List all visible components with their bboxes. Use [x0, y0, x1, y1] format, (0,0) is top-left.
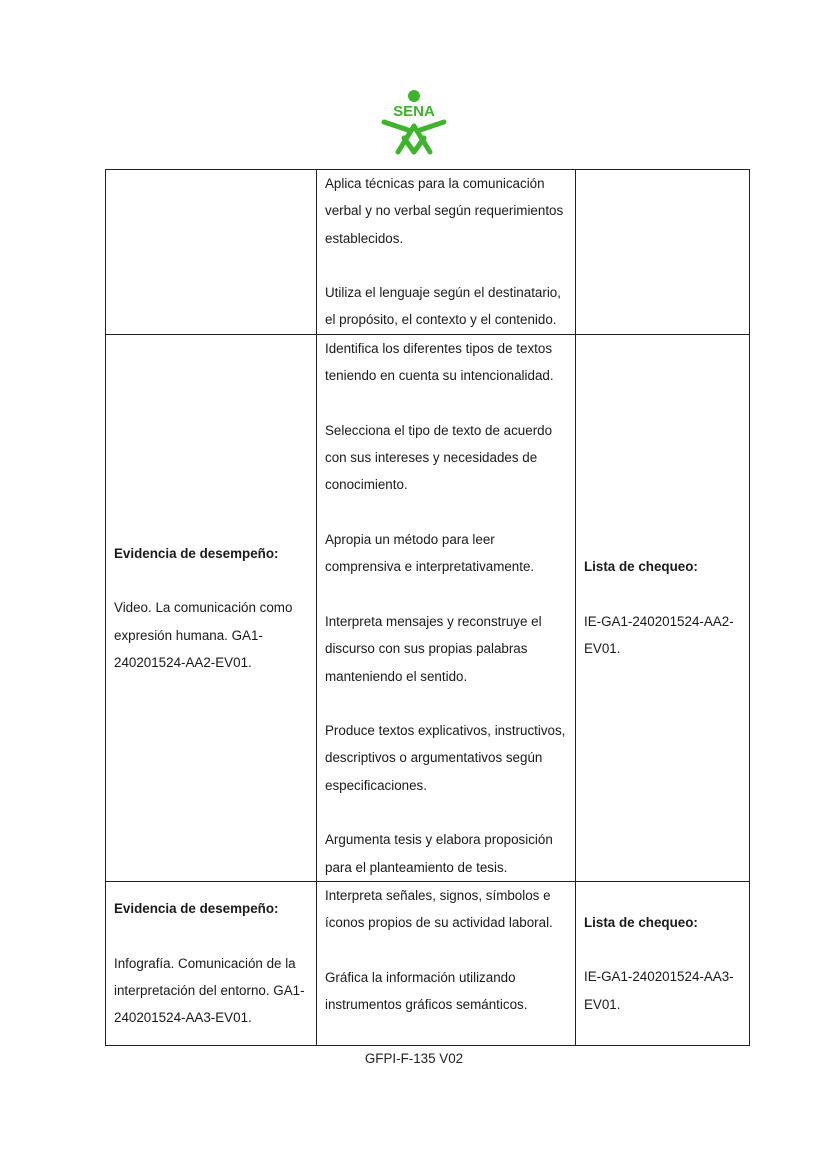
table-row — [106, 170, 750, 335]
instrument-cell — [576, 881, 750, 1045]
instrument-title: Lista de chequeo: — [584, 914, 698, 930]
evidence-table — [105, 169, 750, 1046]
criterion-text: Interpreta mensajes y reconstruye el discurso con sus propias palabras manteniendo el sentido. — [325, 613, 542, 684]
criterion-text: Interpreta señales, signos, símbolos e íconos propios de su actividad laboral. — [325, 887, 553, 931]
instrument-title: Lista de chequeo: — [584, 559, 698, 575]
evidence-cell — [106, 335, 317, 882]
criterion-text: Argumenta tesis y elabora proposición para el planteamiento de tesis. — [325, 832, 553, 875]
criterion-text: Aplica técnicas para la comunicación verbal y no verbal según requerimientos establecidos. — [325, 176, 564, 246]
evidence-cell — [106, 170, 317, 335]
criterion-text: Utiliza el lenguaje según el destinatario, el propósito, el contexto y el contenido. — [325, 285, 561, 328]
sena-logo — [378, 90, 450, 156]
document-code: GFPI-F-135 V02 — [364, 1051, 464, 1066]
instrument-cell — [576, 170, 750, 335]
sena-logo-icon — [378, 90, 450, 156]
table-row — [106, 335, 750, 882]
instrument-code: IE-GA1-240201524-AA3-EV01. — [584, 969, 734, 1012]
criterion-text: Identifica los diferentes tipos de textos teniendo en cuenta su intencionalidad. — [325, 341, 554, 384]
criteria-cell — [317, 881, 576, 1045]
criterion-text: Selecciona el tipo de texto de acuerdo con sus intereses y necesidades de conocimiento. — [325, 422, 553, 493]
evidence-title: Evidencia de desempeño: — [114, 901, 279, 917]
criteria-cell — [317, 170, 576, 335]
criterion-text: Produce textos explicativos, instructivos, descriptivos o argumentativos según especificaciones. — [325, 723, 566, 793]
table-row — [106, 881, 750, 1045]
evidence-title: Evidencia de desempeño: — [114, 545, 279, 561]
evidence-cell — [106, 881, 317, 1045]
criteria-cell — [317, 335, 576, 882]
instrument-cell — [576, 335, 750, 882]
logo-text: SENA — [393, 103, 435, 120]
evidence-description: Infografía. Comunicación de la interpretación del entorno. GA1-240201524-AA3-EV01. — [114, 955, 305, 1026]
evidence-description: Video. La comunicación como expresión humana. GA1-240201524-AA2-EV01. — [114, 600, 293, 670]
criterion-text: Apropia un método para leer comprensiva e interpretativamente. — [325, 532, 535, 575]
instrument-code: IE-GA1-240201524-AA2-EV01. — [584, 613, 734, 657]
criterion-text: Gráfica la información utilizando instrumentos gráficos semánticos. — [325, 969, 528, 1013]
